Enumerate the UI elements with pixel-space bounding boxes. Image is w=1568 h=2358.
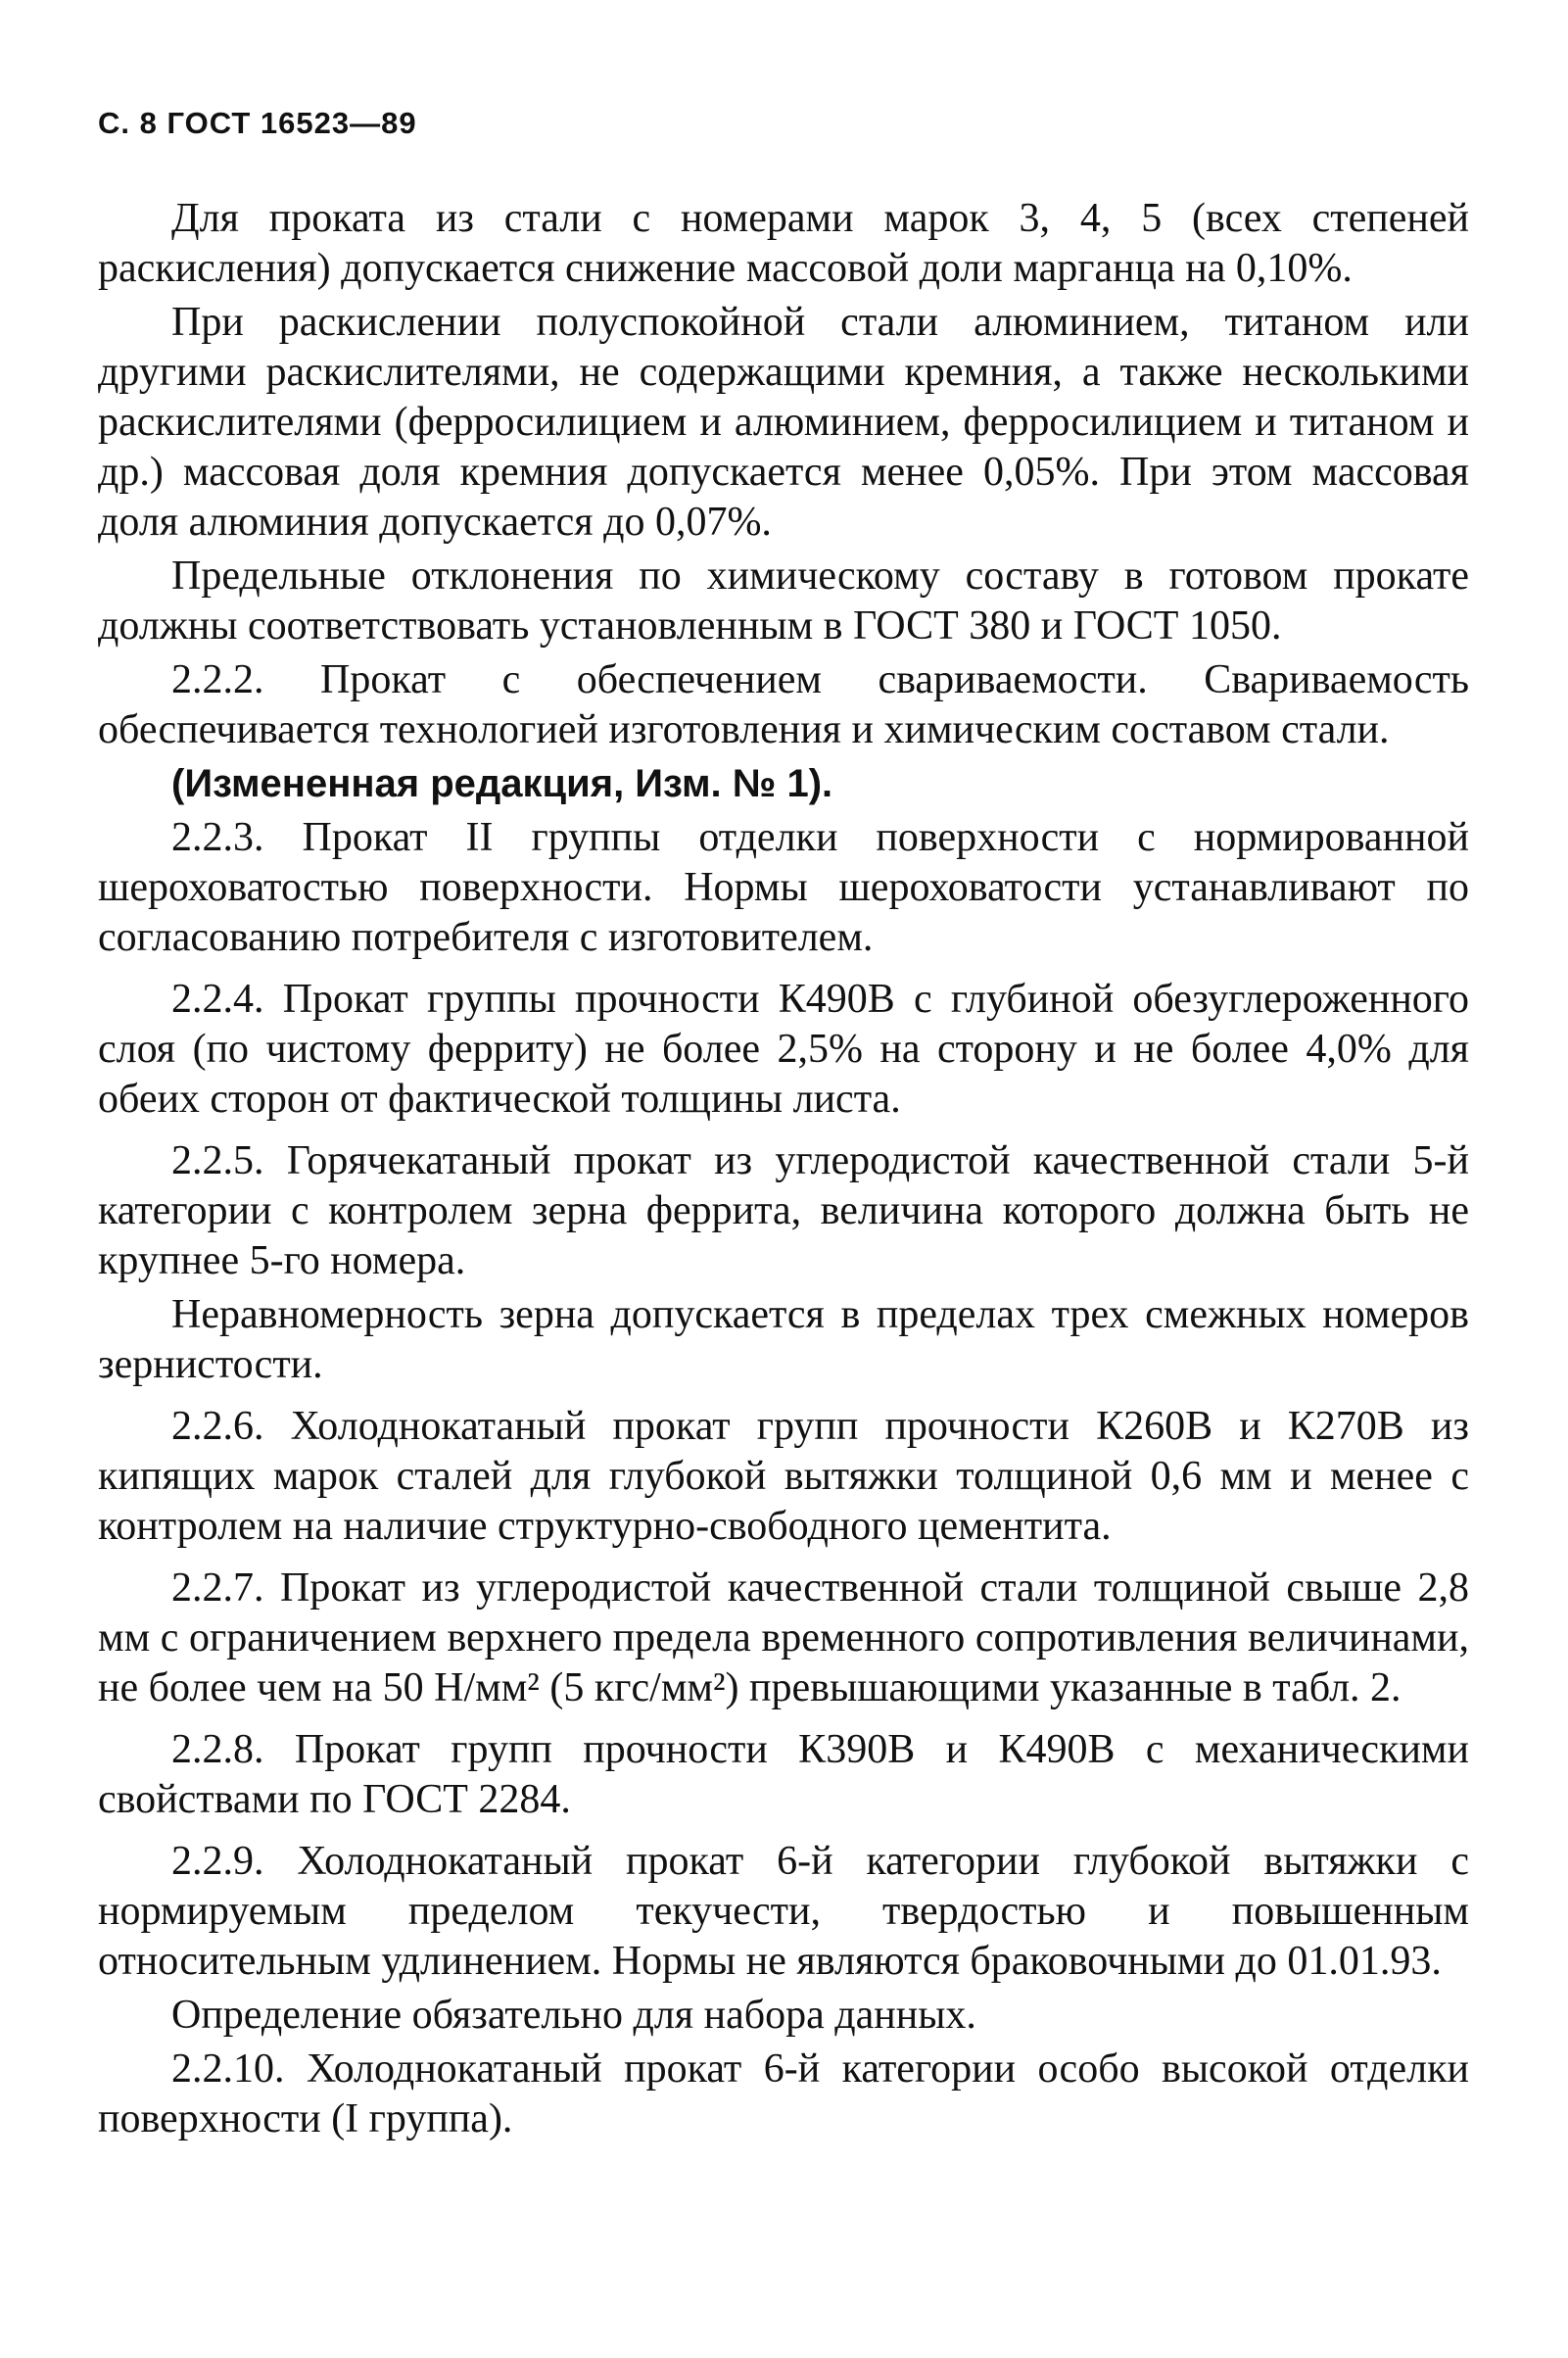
paragraph: Определение обязательно для набора данных. <box>171 1993 976 2038</box>
section-2-2-2: 2.2.2. Прокат с обеспечением свариваемости. Свариваемость обеспечивается технологией изготовления и химическим составом стали. <box>98 657 1469 752</box>
section-2-2-8: 2.2.8. Прокат групп прочности К390В и К490В с механическими свойствами по ГОСТ 2284. <box>98 1727 1469 1822</box>
paragraph: Неравномерность зерна допускается в пределах трех смежных номеров зернистости. <box>98 1292 1469 1387</box>
section-2-2-5: 2.2.5. Горячекатаный прокат из углеродистой качественной стали 5-й категории с контролем зерна феррита, величина которого должна быть не крупнее 5-го номера. <box>98 1138 1469 1283</box>
page-header: С. 8 ГОСТ 16523—89 <box>98 106 417 140</box>
section-2-2-3: 2.2.3. Прокат II группы отделки поверхности с нормированной шероховатостью поверхности. Нормы шероховатости устанавливают по согласованию потребителя с изготовителем. <box>98 815 1469 960</box>
paragraph: При раскислении полуспокойной стали алюминием, титаном или другими раскислителями, не содержащими кремния, а также несколькими раскислителями (ферросилицием и алюминием, ферросилицием и титаном и др.) массовая доля кремния допускается менее 0,05%. При этом массовая доля алюминия допускается до 0,07%. <box>98 300 1469 545</box>
section-2-2-4: 2.2.4. Прокат группы прочности К490В с глубиной обезуглероженного слоя (по чистому ферриту) не более 2,5% на сторону и не более 4,0% для обеих сторон от фактической толщины листа. <box>98 977 1469 1122</box>
paragraph: Для проката из стали с номерами марок 3, 4, 5 (всех степеней раскисления) допускается снижение массовой доли марганца на 0,10%. <box>98 196 1469 291</box>
section-2-2-9: 2.2.9. Холоднокатаный прокат 6-й категории глубокой вытяжки с нормируемым пределом текучести, твердостью и повышенным относительным удлинением. Нормы не являются браковочными до 01.01.93. <box>98 1839 1469 1984</box>
document-body <box>98 194 1469 2156</box>
amendment-note: (Измененная редакция, Изм. № 1). <box>171 762 833 805</box>
section-2-2-10: 2.2.10. Холоднокатаный прокат 6-й категории особо высокой отделки поверхности (I группа). <box>98 2046 1469 2141</box>
section-2-2-7: 2.2.7. Прокат из углеродистой качественной стали толщиной свыше 2,8 мм с ограничением верхнего предела временного сопротивления величинами, не более чем на 50 Н/мм² (5 кгс/мм²) превышающими указанные в табл. 2. <box>98 1565 1469 1710</box>
paragraph: Предельные отклонения по химическому составу в готовом прокате должны соответствовать установленным в ГОСТ 380 и ГОСТ 1050. <box>98 553 1469 649</box>
section-2-2-6: 2.2.6. Холоднокатаный прокат групп прочности К260В и К270В из кипящих марок сталей для глубокой вытяжки толщиной 0,6 мм и менее с контролем на наличие структурно-свободного цементита. <box>98 1404 1469 1549</box>
